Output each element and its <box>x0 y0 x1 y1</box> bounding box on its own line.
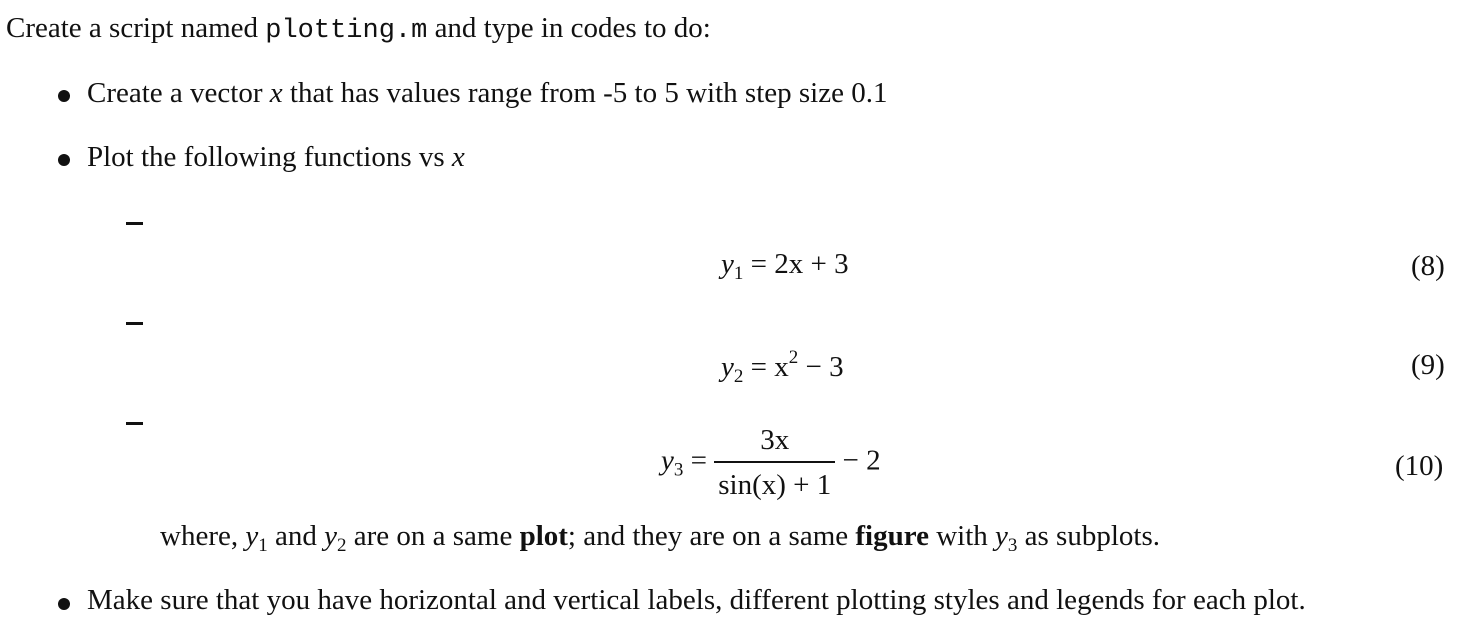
bullet-item-1 <box>87 77 887 110</box>
intro-prefix: Create a script named <box>6 12 266 44</box>
sub-dash-1 <box>126 222 143 225</box>
where-line <box>160 520 1160 557</box>
eq1-rhs: = 2x + 3 <box>750 248 849 280</box>
intro-suffix: and type in codes to do: <box>427 12 711 44</box>
where-sub-1: 1 <box>258 535 268 556</box>
eq3-denominator: sin(x) + 1 <box>714 461 835 502</box>
where-sub-2: 2 <box>336 535 347 556</box>
eq1-lhs-var: y <box>721 248 734 280</box>
sub-dash-2 <box>126 322 143 325</box>
eq2-lhs-sub: 2 <box>733 366 744 387</box>
eq3-lhs-var: y <box>661 444 674 477</box>
eq3-fraction <box>714 424 835 502</box>
where-text-4: ; and they are on a same <box>567 520 856 552</box>
where-sub-3: 3 <box>1007 535 1018 556</box>
equation-y3 <box>661 424 881 502</box>
where-bold-plot: plot <box>519 520 568 552</box>
intro-line <box>6 12 711 46</box>
where-var-3: y <box>995 520 1008 552</box>
where-var-2: y <box>324 520 337 552</box>
where-text-6: as subplots. <box>1017 520 1160 552</box>
eq3-lhs-sub: 3 <box>673 459 684 481</box>
eq3-numerator: 3x <box>760 424 790 456</box>
sub-dash-3 <box>126 422 143 425</box>
where-text-1: where, <box>160 520 246 552</box>
where-var-1: y <box>245 520 259 552</box>
equation-number-10: (10) <box>1395 450 1444 482</box>
eq1-lhs-sub: 1 <box>733 263 744 284</box>
bullet-dot-3 <box>58 598 70 610</box>
bullet1-text-before: Create a vector <box>87 77 270 109</box>
equation-y1 <box>721 248 849 285</box>
eq2-lhs-var: y <box>721 351 734 383</box>
script-filename: plotting.m <box>265 16 428 46</box>
where-bold-figure: figure <box>855 520 929 552</box>
equation-number-9: (9) <box>1411 349 1445 381</box>
eq2-rhs-b: − 3 <box>798 351 844 383</box>
bullet2-var: x <box>451 141 465 173</box>
where-text-3: are on a same <box>346 520 520 552</box>
eq2-rhs-a: = x <box>750 351 789 383</box>
bullet-item-3: Make sure that you have horizontal and vertical labels, different plotting styles and legends for each plot. <box>87 584 1306 616</box>
bullet1-var: x <box>269 77 283 109</box>
bullet2-text-before: Plot the following functions vs <box>87 141 452 173</box>
bullet-dot-1 <box>58 90 70 102</box>
equation-y2 <box>721 347 844 388</box>
where-text-5: with <box>928 520 996 552</box>
equation-number-8: (8) <box>1411 250 1445 282</box>
bullet-dot-2 <box>58 154 70 166</box>
bullet-item-2 <box>87 141 465 174</box>
bullet1-text-after: that has values range from -5 to 5 with step size 0.1 <box>282 77 888 109</box>
eq3-equals: = <box>690 444 707 477</box>
eq3-tail: − 2 <box>842 444 881 477</box>
eq2-rhs-sup: 2 <box>788 347 799 368</box>
where-text-2: and <box>267 520 325 552</box>
